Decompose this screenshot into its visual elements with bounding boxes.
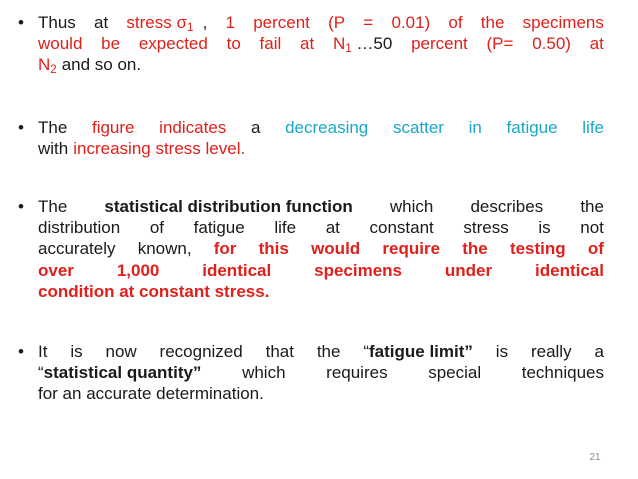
page-number: 21 <box>589 452 601 463</box>
word: with <box>38 139 69 159</box>
word: now <box>105 342 137 361</box>
word: at <box>300 34 315 54</box>
word: testing <box>509 239 566 259</box>
word: 1,000 <box>116 260 160 280</box>
word: would <box>38 34 83 54</box>
word: expected <box>138 34 208 54</box>
word: , <box>202 13 208 32</box>
word: which <box>389 197 434 216</box>
word: techniques <box>521 363 604 383</box>
word: indicates <box>159 118 227 137</box>
bullet-4-line-2 <box>38 362 604 383</box>
n1-term: $N_1$ …50 <box>332 34 393 56</box>
bullet-1-line-2 <box>38 33 604 54</box>
word: require <box>382 239 441 259</box>
word: requires <box>326 363 388 383</box>
bullet-3-line-1 <box>38 196 604 217</box>
word: Thus <box>38 13 76 32</box>
word: to <box>226 34 241 54</box>
word: figure <box>91 118 135 137</box>
word: at <box>94 13 109 32</box>
n2-term: $N_2$ <box>38 55 57 77</box>
word: under <box>444 260 493 280</box>
word: (P= <box>486 34 514 54</box>
bullet-2 <box>18 117 604 159</box>
word: The <box>38 197 68 216</box>
word: of <box>149 218 165 238</box>
bullet-dot: • <box>18 197 24 216</box>
word: 1 <box>225 13 235 32</box>
fatigue-limit-term: “fatigue limit” <box>363 342 473 361</box>
word: the <box>480 13 505 32</box>
word: would <box>311 239 361 259</box>
word: at <box>325 218 340 238</box>
word: increasing stress level. <box>73 139 246 159</box>
word: that <box>265 342 294 361</box>
word: a <box>594 342 604 361</box>
bullet-4 <box>18 341 604 405</box>
word: in <box>468 118 482 137</box>
word: and so on. <box>61 55 142 75</box>
word: identical <box>202 260 272 280</box>
word: the <box>316 342 341 361</box>
word: of <box>448 13 463 32</box>
word: the <box>462 239 488 259</box>
word: percent <box>253 13 310 32</box>
word: be <box>101 34 121 54</box>
word: known, <box>137 239 192 259</box>
word: 0.01) <box>391 13 431 32</box>
bullet-4-line-1 <box>38 341 604 362</box>
word: decreasing <box>285 118 369 137</box>
word: is <box>495 342 509 361</box>
word: (P <box>328 13 346 32</box>
bullet-2-line-2 <box>38 138 604 159</box>
bullet-3-line-2 <box>38 217 604 238</box>
bullet-1-line-3 <box>38 54 604 75</box>
bullet-dot: • <box>18 342 24 361</box>
bullet-dot: • <box>18 13 24 32</box>
bullet-dot: • <box>18 118 24 137</box>
statistical-quantity-term: “statistical quantity” <box>38 363 202 383</box>
word: 0.50) <box>532 34 571 54</box>
word: over <box>38 260 74 280</box>
word: really <box>530 342 572 361</box>
word: of <box>587 239 604 259</box>
word: is <box>70 342 83 361</box>
word: The <box>38 118 68 137</box>
word: life <box>274 218 297 238</box>
word: stress <box>463 218 509 238</box>
word: distribution <box>38 218 121 238</box>
word: fatigue <box>506 118 558 137</box>
bullet-1-line-1 <box>38 12 604 33</box>
word: describes <box>470 197 544 216</box>
word: this <box>258 239 289 259</box>
word: percent <box>411 34 468 54</box>
word: a <box>250 118 261 137</box>
word: life <box>582 118 604 137</box>
word: for <box>213 239 237 259</box>
bullet-2-line-1 <box>38 117 604 138</box>
word: recognized <box>159 342 243 361</box>
bullet-3-line-4 <box>38 260 604 281</box>
word: = <box>363 13 374 32</box>
word: which <box>242 363 286 383</box>
word: accurately <box>38 239 116 259</box>
word: specimens <box>314 260 402 280</box>
word: condition at constant stress. <box>38 281 270 301</box>
word: not <box>580 218 604 238</box>
word: statistical distribution function <box>104 197 353 216</box>
bullet-1 <box>18 12 604 77</box>
word: the <box>580 197 604 216</box>
word: It <box>38 342 48 361</box>
word: specimens <box>522 13 604 32</box>
word: fail <box>259 34 282 54</box>
word: scatter <box>392 118 444 137</box>
word: for an accurate determination. <box>38 384 264 404</box>
word: fatigue <box>193 218 245 238</box>
stress-sigma-term: stress $\sigma_1$ <box>126 13 194 34</box>
word: is <box>538 218 551 238</box>
word: identical <box>535 260 604 280</box>
bullet-3-line-5 <box>38 281 604 302</box>
bullet-3-line-3 <box>38 238 604 259</box>
bullet-4-line-3 <box>38 383 604 404</box>
word: at <box>589 34 604 54</box>
bullet-3 <box>18 196 604 302</box>
word: constant <box>369 218 434 238</box>
word: special <box>428 363 482 383</box>
